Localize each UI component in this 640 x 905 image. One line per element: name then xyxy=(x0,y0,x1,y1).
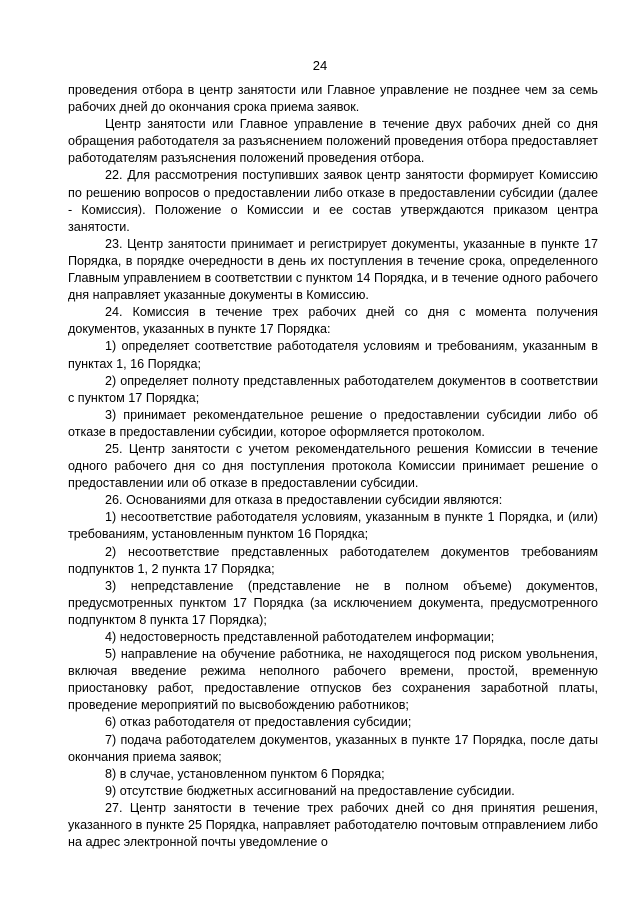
list-item: 6) отказ работодателя от предоставления субсидии; xyxy=(105,715,412,730)
list-item: 4) недостоверность представленной работодателем информации; xyxy=(105,630,495,644)
paragraph-24: 24. Комиссия в течение трех рабочих дней со дня с момента получения документов, указанных в пункте 17 Порядка: xyxy=(68,305,598,337)
paragraph-continuation: проведения отбора в центр занятости или Главное управление не позднее чем за семь рабочих дней до окончания срока приема заявок. xyxy=(68,83,598,115)
list-item: 8) в случае, установленном пунктом 6 Порядка; xyxy=(105,766,385,781)
list-item: 7) подача работодателем документов, указанных в пункте 17 Порядка, после даты окончания приема заявок; xyxy=(68,732,598,764)
list-item: 9) отсутствие бюджетных ассигнований на предоставление субсидии. xyxy=(105,783,515,798)
document-body xyxy=(68,82,598,851)
list-item: 5) направление на обучение работника, не находящегося под риском увольнения, включая введение режима неполного рабочего времени, простой, временную приостановку работ, предоставление отпусков без сохранения заработной платы, проведение мероприятий по высвобождению работников; xyxy=(68,647,598,713)
paragraph-25: 25. Центр занятости с учетом рекомендательного решения Комиссии в течение одного рабочего дня со дня поступления протокола Комиссии принимает решение о предоставлении или об отказе в предоставлении субсидии. xyxy=(68,441,598,491)
paragraph-23: 23. Центр занятости принимает и регистрирует документы, указанные в пункте 17 Порядка, в порядке очередности в день их поступления в течение срока, определенного Главным управлением в соответствии с пунктом 14 Порядка, и в течение одного рабочего дня направляет указанные документы в Комиссию. xyxy=(68,236,598,303)
list-item: 3) принимает рекомендательное решение о предоставлении субсидии либо об отказе в предоставлении субсидии, которое оформляется протоколом. xyxy=(68,407,598,439)
paragraph-22: 22. Для рассмотрения поступивших заявок центр занятости формирует Комиссию по решению вопросов о предоставлении либо отказе в предоставлении субсидии (далее - Комиссия). Положение о Комиссии и ее состав утверждаются приказом центра занятости. xyxy=(68,168,598,234)
paragraph-27: 27. Центр занятости в течение трех рабочих дней со дня принятия решения, указанного в пункте 25 Порядка, направляет работодателю почтовым отправлением либо на адрес электронной почты уведомление о xyxy=(68,800,598,850)
list-item: 2) несоответствие представленных работодателем документов требованиям подпунктов 1, 2 пункта 17 Порядка; xyxy=(68,544,598,576)
list-item: 2) определяет полноту представленных работодателем документов в соответствии с пунктом 17 Порядка; xyxy=(68,373,598,405)
list-item: 1) несоответствие работодателя условиям, указанным в пункте 1 Порядка, и (или) требованиям, установленным пунктом 16 Порядка; xyxy=(68,510,598,542)
list-item: 1) определяет соответствие работодателя условиям и требованиям, указанным в пунктах 1, 16 Порядка; xyxy=(68,339,598,371)
paragraph: Центр занятости или Главное управление в течение двух рабочих дней со дня обращения работодателя за разъяснением положений проведения отбора предоставляет работодателям разъяснения положений проведения отбора. xyxy=(68,117,598,166)
paragraph-26: 26. Основаниями для отказа в предоставлении субсидии являются: xyxy=(105,493,503,508)
list-item: 3) непредставление (представление не в полном объеме) документов, предусмотренных пунктом 17 Порядка (за исключением документа, предусмотренного подпунктом 8 пункта 17 Порядка); xyxy=(68,578,598,627)
page-number: 24 xyxy=(312,58,328,73)
